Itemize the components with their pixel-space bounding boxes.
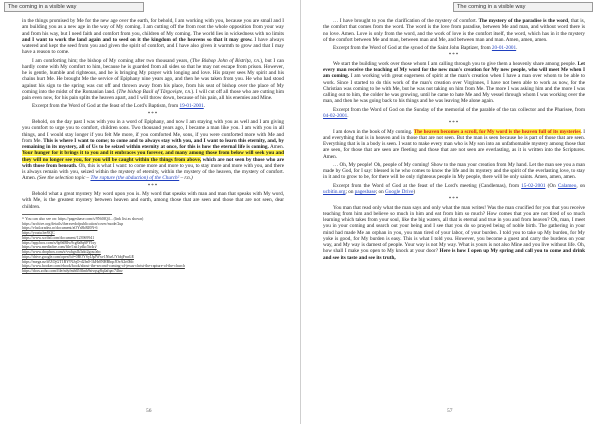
source-link[interactable]: ucbitin.org (323, 188, 346, 195)
topic-link[interactable]: The rapture (the abduction) of the Church² (90, 175, 180, 182)
paragraph: I am down in the book of My coming. The heaven becomes a scroll, for My word is the heaven full of its mysteries. I and everything that is in heaven and in those that are not seen. But the man is seen because he is part of those that are seen. Everything that is in a body is seen. I want to make every man who is My son into an unfathomable mystery among those that are seen, for those that are seen are fleeting and those that are not seen are everlasting, as it is written into the Scriptures. Amen. (323, 128, 585, 160)
right-page (300, 0, 600, 424)
left-page-header-tab: The coming in a visible way (4, 2, 144, 12)
source-link[interactable]: Calameo (557, 182, 577, 189)
footnote-link[interactable]: https://docs.zoho.com/file/ndyfmh65ffhnh9stvqsg8q4afqac74hw (22, 269, 123, 273)
source-link[interactable]: Google Drive (385, 188, 414, 195)
paragraph: Behold, on the day past I was with you in a word of Epiphany, and now I am staying with you as well and I am giving you comfort to urge you to comfort, children sons. Two thousand years ago, I became a man like you. I am with you in all things, and I would stay longer if you felt Me more, if you comforted Me, sons, if you were comforted more with Me and from Me. This is where I want to come; to come and to always stay with you, and I want to learn this eternity, and, by remaining in its mystery, all of Us to be seized within eternity at once, for this is how the eternal life is coming. Amen. Your hunger for it brings it to you and it embraces you forever, and many among those from below will seek you and they will no longer see you, for you will be caught within the things from above, which are not seen by those who are with those from beneath. Oh, this is what I want: to come more and more to you, to stay more and more with you, and there is always remain with you, seized within the mystery of eternity, within the mystery of the heaven, the mystery of comfort. Amen. (See the selection topic – The rapture (the abduction) of the Church² – r.n.) (22, 119, 285, 182)
paragraph: You man that read only what the man says and only what the man writes! Was the man crucified for you that you receive teaching from him and believe so much in him and eat from him so much? How comes that you are not tired of so much learning which takes from your soul, like the big waters, all that is eternal and true in you and from heaven? Oh, man, I meet you in your coming and search out your being and I see that you do so prayed being of noble birth. The gathering in your mind had made Me an orphan in you, you man tired of your labor, of your burden. I told you to take up My burden, for My yoke is good, for My burden is easy. This is what I told you. However, you become a guest and carry the burdens on your way, and My way is darnest of people. Your way is not My way. What is yours is not also Mine and you live without life. Oh, how shall I make you open to My knock at your door? Here is how I open up My spring and call you to come and drink and see its taste and see its truth, (323, 204, 585, 261)
section-separator: *** (147, 183, 159, 189)
bold-text: and I want to work the land again and to seed on it the kingdom of the heavens so that it may grow. (22, 36, 253, 43)
page-number: 56 (146, 408, 152, 414)
footnote-link[interactable]: https://www.booker.com/ebook/book/about-the-second-coming-of-jesus-christ-the-rapture-of-the-church (22, 264, 185, 269)
footnote-link[interactable]: https://www.mediafire.com/file/1stt1ydkc5tr4ri/ (22, 245, 97, 250)
section-separator: *** (448, 197, 460, 202)
excerpt-line: Excerpt from the Word of God at the synod of the Saint John Baptizer, from 20-01-2001. (333, 45, 518, 51)
date-link[interactable]: 20-01-2001 (491, 45, 517, 51)
highlighted-text: The heaven becomes a scroll, for My word is the heaven full of its mysteries (413, 128, 581, 135)
excerpt-line: Excerpt from the Word of God at the feast of the Lord's meeting (Candlemas), from 15-02-2001 (On Calameo, on ucbitin.org; on pagesbase; on Google Drive) (323, 182, 586, 195)
section-separator: *** (147, 111, 159, 117)
paragraph: I am comforting him; the bishop of My coming after two thousand years, (The Bishop John of Bistrița, r.n.), but I can hardly come with My comfort to him, because he is guarded from all sides so that he may not escape from prison. However, he is gentle, humble and righteous, and he is bringing My prayer with longing and love. His prayer sees My spirit and his chains hurt Me. He brought Me the service of Epiphany nine years ago, and then he was taken from you. He who had stood against his sign to the spring was cut off and thrown away from his place, from his seat of bishop over the place of My coming into the midst of the Romanian land. (The bishop Basil of Târgoviște, r.n.). I will cut off all those who are cutting him pain even now, for his pain splits the heaven apart, and I will throw down, because of his pain, all his enemies and Mine. (22, 57, 284, 101)
paragraph: We start the building work over those whom I am calling through you to give them a heavenly share among people. Let every man receive the teaching of My word for the new man's creation for My new people, who will meet Me when I am coming. I am working with great eagerness of spirit at the man's creation when I have a man over whom to be able to work. Since I started to do this work of the man's creation over Virginnes, I have not been able to work as now, for the Christian was coming to be with Me, but he was not taking on him from Me. The more I was asking him and the more I was calling out to him, the colder he was growing, until he came to hate Me and My vessel through whom I was working over the man, and then he was going back to his things and he was leaving Me alone again. (323, 60, 585, 105)
paragraph: Behold what a great mystery My word upon you is. My word that speaks with man and man that speaks with My word, with Me, is the greatest mystery between heaven and earth, among those that are seen and those that are not seen, dear children. (22, 191, 284, 210)
paragraph: … I have brought to you the clarification of the mystery of comfort. The mystery of the paradise is the word, that is, the comfort that comes from the word. The word is the love from paradise, between Me and man, and without word there is no love. Amen. Love is only from the word, and the work of love is the comfort itself, the word, which has in it the mystery of the comfort between Me and man, between man and Me, and between man and man. Amen, amen, amen. (323, 18, 586, 43)
date-link[interactable]: 19-01-2001 (179, 103, 204, 110)
excerpt-line: Excerpt from the Word of God on the Sunday of the memorial of the parable of the tax collector and the Pharisee, from 04-02-2001. (323, 106, 585, 119)
footnote-link[interactable]: https://drive.google.com/open?id=0BOYSyIJpJWxv1NbzUYhbjFnuGE (22, 254, 134, 259)
paragraph: … Oh, My people! Oh, people of My coming! Show to the man your creation from My hand. Let the man see you a man made by God, for I say: blessed is he who comes to know the life and its mystery and the spirit of the everlasting love, to stay in it and to grow to be, for there will be only righteous people in My people, there will be only saints. Amen, amen, amen. (323, 161, 585, 181)
page-number: 57 (447, 408, 453, 414)
footnote-link[interactable]: https://vlad.oradea.ro/document/aOYs8bRJ0N-6 (22, 226, 98, 231)
footnote-link[interactable]: https://mega.nz/#!ZOjGT1BY!NJqO-d2fn0-1kHr0NHBbqrJOeA2rt0hb (22, 259, 134, 264)
footnote-link[interactable]: https://www.scribd.com/document/123969941 (22, 235, 95, 240)
excerpt-line: Excerpt from the Word of God at the feast of the Lord's Baptism, from 19-01-2001. (32, 103, 206, 110)
left-page-body (22, 18, 284, 274)
right-page-header-tab: The coming in a visible way (453, 2, 593, 12)
right-page-body (323, 18, 585, 263)
footnote-line: ²¹ You can also see on: https://pagesbase.com/s/9Nt0fQ4... (link list as shown) (22, 216, 144, 221)
footnote-link[interactable]: https://www.dropbox.com/s/vwbgxlk3zkt2gou/abc (22, 250, 101, 254)
source-link[interactable]: pagesbase (354, 188, 376, 195)
date-link[interactable]: 04-02-2001 (323, 112, 348, 119)
footnote-rule (22, 214, 112, 215)
footnote-link[interactable]: https://archive.org/details/theravedofpublication/cover/mode/2up (22, 221, 124, 226)
section-separator: *** (448, 121, 460, 126)
date-link[interactable]: 15-02-2001 (521, 182, 546, 189)
highlighted-text: Your hunger for it brings it to you and it embraces you forever, and many among those from below will seek you and they will no longer see you, for you will be caught within the things from above, (22, 150, 284, 163)
footnote-link[interactable]: https://youtu.be/6QC (22, 231, 55, 235)
footnote-link[interactable]: https://app.box.com/s/6p9dBIw9cg8a8q6FYlxy (22, 240, 97, 245)
section-separator: *** (448, 53, 460, 59)
paragraph: in the things promised by Me for the new age over the earth, for behold, I am working with you, because you are small and I am building you as a new age in the way of My coming. I am cutting off the from root the whole opposition from your way and from his way, but I need faith and comfort from you, children of My coming. The world lies in wickedness with no limits and I want to work the land again and to seed on it the kingdom of the heavens so that it may grow. I have always watered and kept the seed from you and given the spirit of comfort, and I have also given it warmth to grow and that I may have a reason to come. (22, 18, 284, 56)
